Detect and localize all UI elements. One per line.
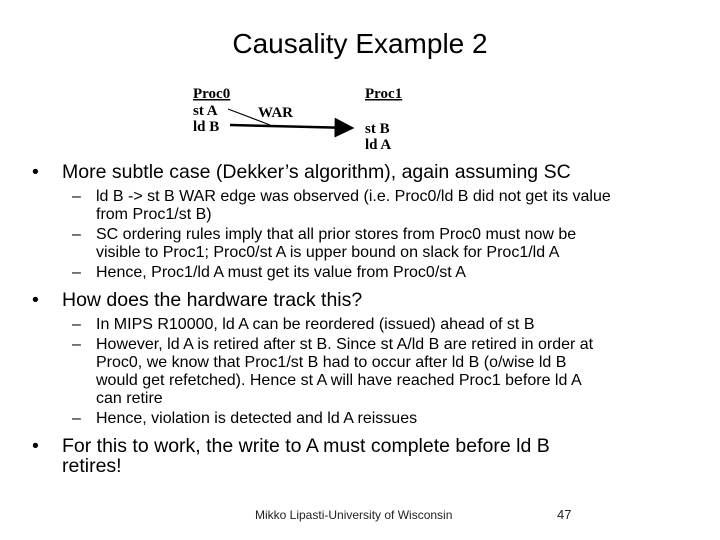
bullet-dot: • [32, 289, 39, 311]
bullet-dot: • [32, 161, 39, 183]
sub-bullet-2-3 [32, 410, 692, 428]
sub-bullet-line: from Proc1/st B) [96, 206, 212, 223]
sub-bullet-line: would get refetched). Hence st A will have reached Proc1 before ld A [96, 372, 582, 389]
proc0-op-st-a: st A [193, 103, 218, 119]
proc0-op-ld-b: ld B [193, 119, 220, 135]
proc1-op-st-b: st B [365, 121, 390, 137]
sub-bullet-line: Hence, violation is detected and ld A reissues [96, 410, 418, 427]
bullet-3-line: For this to work, the write to A must complete before ld B [62, 435, 550, 457]
slide-title: Causality Example 2 [232, 28, 488, 59]
dash-marker: – [72, 264, 81, 281]
sub-bullet-1-1 [32, 188, 692, 224]
sub-bullet-line: visible to Proc1; Proc0/st A is upper bound on slack for Proc1/ld A [96, 244, 560, 261]
sub-bullet-line: SC ordering rules imply that all prior stores from Proc0 must now be [96, 226, 577, 243]
bullet-dot: • [32, 435, 39, 457]
bullet-list [32, 162, 692, 482]
war-arrow [230, 125, 352, 128]
proc0-header: Proc0 [193, 86, 231, 102]
sub-bullet-line: However, ld A is retired after st B. Since st A/ld B are retired in order at [96, 336, 594, 353]
dash-marker: – [72, 316, 81, 333]
sub-bullet-2-2 [32, 336, 692, 408]
bullet-3-line: retires! [62, 455, 122, 477]
dash-marker: – [72, 188, 81, 205]
bullet-3 [32, 436, 692, 476]
dash-marker: – [72, 226, 81, 243]
bullet-1-subitems [32, 188, 692, 282]
proc1-op-ld-a: ld A [365, 137, 392, 153]
bullet-2-subitems [32, 316, 692, 428]
sub-bullet-1-3 [32, 264, 692, 282]
sub-bullet-line: can retire [96, 390, 163, 407]
sub-bullet-1-2 [32, 226, 692, 262]
bullet-2 [32, 290, 692, 310]
sub-bullet-line: In MIPS R10000, ld A can be reordered (issued) ahead of st B [96, 316, 535, 333]
sub-bullet-line: Proc0, we know that Proc1/st B had to occur after ld B (o/wise ld B [96, 354, 567, 371]
bullet-1-text: More subtle case (Dekker’s algorithm), again assuming SC [62, 161, 571, 183]
bullet-1 [32, 162, 692, 182]
dash-marker: – [72, 410, 81, 427]
war-edge-label: WAR [258, 105, 294, 121]
dependency-diagram [190, 84, 430, 156]
sub-bullet-line: Hence, Proc1/ld A must get its value from Proc0/st A [96, 264, 466, 281]
sub-bullet-2-1 [32, 316, 692, 334]
bullet-2-text: How does the hardware track this? [62, 289, 363, 311]
page-number: 47 [557, 507, 572, 522]
footer-author: Mikko Lipasti-University of Wisconsin [255, 508, 453, 522]
proc1-header: Proc1 [365, 86, 403, 102]
dash-marker: – [72, 336, 81, 353]
sub-bullet-line: ld B -> st B WAR edge was observed (i.e. Proc0/ld B did not get its value [96, 188, 611, 205]
